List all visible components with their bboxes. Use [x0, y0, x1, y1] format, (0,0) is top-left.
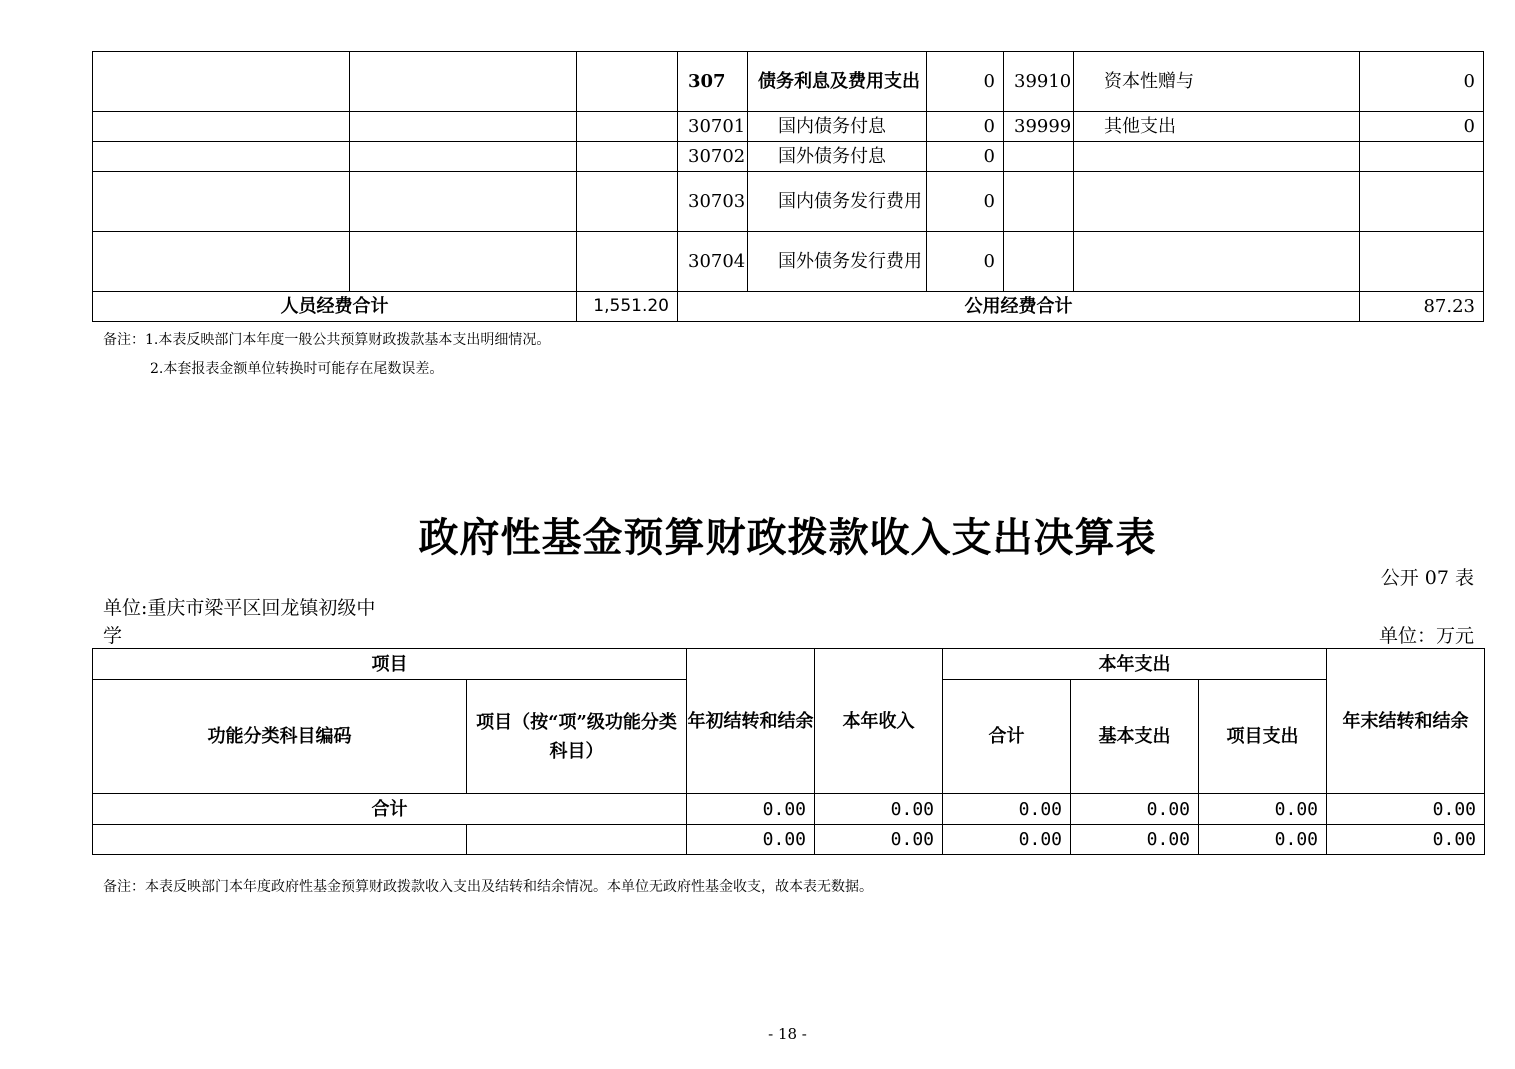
table-row — [93, 172, 1484, 232]
total-row — [93, 292, 1484, 322]
cell-income: 0.00 — [815, 794, 943, 825]
cell-begin-balance: 0.00 — [687, 825, 815, 855]
cell-income: 0.00 — [815, 825, 943, 855]
header-item: 项目 — [93, 649, 687, 680]
header-income: 本年收入 — [815, 649, 943, 794]
table-row — [93, 52, 1484, 112]
public-total-label: 公用经费合计 — [678, 292, 1360, 322]
header-item-name: 项目（按“项”级功能分类科目） — [467, 680, 687, 794]
econ-value-2: 0 — [1360, 52, 1484, 112]
total-label: 合计 — [93, 794, 687, 825]
cell-code — [93, 825, 467, 855]
econ-value: 0 — [927, 142, 1004, 172]
econ-name: 国内债务付息 — [748, 112, 927, 142]
econ-code-2: 39910 — [1004, 52, 1074, 112]
public-total-value: 87.23 — [1360, 292, 1484, 322]
header-basic: 基本支出 — [1071, 680, 1199, 794]
econ-name-2: 资本性赠与 — [1074, 52, 1360, 112]
cell-project: 0.00 — [1199, 794, 1327, 825]
cell-basic: 0.00 — [1071, 794, 1199, 825]
header-expense-group: 本年支出 — [943, 649, 1327, 680]
cell-total: 0.00 — [943, 794, 1071, 825]
cell-total: 0.00 — [943, 825, 1071, 855]
personnel-total-label: 人员经费合计 — [93, 292, 577, 322]
econ-name: 债务利息及费用支出 — [748, 52, 927, 112]
header-row — [93, 649, 1485, 680]
econ-code: 30704 — [678, 232, 748, 292]
note-section2: 备注：本表反映部门本年度政府性基金预算财政拨款收入支出及结转和结余情况。本单位无政府性基金收支，故本表无数据。 — [103, 879, 873, 895]
table-id: 公开 07 表 — [1380, 567, 1474, 589]
econ-code: 30703 — [678, 172, 748, 232]
econ-value: 0 — [927, 52, 1004, 112]
econ-name: 国外债务发行费用 — [748, 232, 927, 292]
basic-expense-detail-table — [92, 51, 1484, 322]
cell-end-balance: 0.00 — [1327, 825, 1485, 855]
header-project: 项目支出 — [1199, 680, 1327, 794]
cell-name — [467, 825, 687, 855]
table-row — [93, 142, 1484, 172]
cell-end-balance: 0.00 — [1327, 794, 1485, 825]
personnel-total-value: 1,551.20 — [577, 292, 678, 322]
unit-org-line-2: 学 — [103, 625, 123, 647]
cell-begin-balance: 0.00 — [687, 794, 815, 825]
econ-value-2: 0 — [1360, 112, 1484, 142]
cell-basic: 0.00 — [1071, 825, 1199, 855]
econ-value: 0 — [927, 232, 1004, 292]
econ-value: 0 — [927, 172, 1004, 232]
note-line-1: 备注：1.本表反映部门本年度一般公共预算财政拨款基本支出明细情况。 — [103, 332, 551, 348]
econ-code: 307 — [678, 52, 748, 112]
econ-code-2: 39999 — [1004, 112, 1074, 142]
econ-code: 30702 — [678, 142, 748, 172]
note-line-2: 2.本套报表金额单位转换时可能存在尾数误差。 — [150, 361, 444, 377]
econ-value: 0 — [927, 112, 1004, 142]
page-title: 政府性基金预算财政拨款收入支出决算表 — [418, 514, 1157, 561]
header-code: 功能分类科目编码 — [93, 680, 467, 794]
page-number: - 18 - — [768, 1025, 807, 1043]
econ-code: 30701 — [678, 112, 748, 142]
cell-project: 0.00 — [1199, 825, 1327, 855]
econ-name: 国内债务发行费用 — [748, 172, 927, 232]
table-row — [93, 825, 1485, 855]
header-end-balance: 年末结转和结余 — [1327, 649, 1485, 794]
header-begin-balance: 年初结转和结余 — [687, 649, 815, 794]
gov-fund-table — [92, 648, 1485, 855]
table-row — [93, 794, 1485, 825]
table-row — [93, 112, 1484, 142]
econ-name: 国外债务付息 — [748, 142, 927, 172]
header-total: 合计 — [943, 680, 1071, 794]
econ-name-2: 其他支出 — [1074, 112, 1360, 142]
unit-money: 单位：万元 — [1378, 625, 1474, 647]
table-row — [93, 232, 1484, 292]
unit-org-line-1: 单位:重庆市梁平区回龙镇初级中 — [103, 597, 376, 619]
